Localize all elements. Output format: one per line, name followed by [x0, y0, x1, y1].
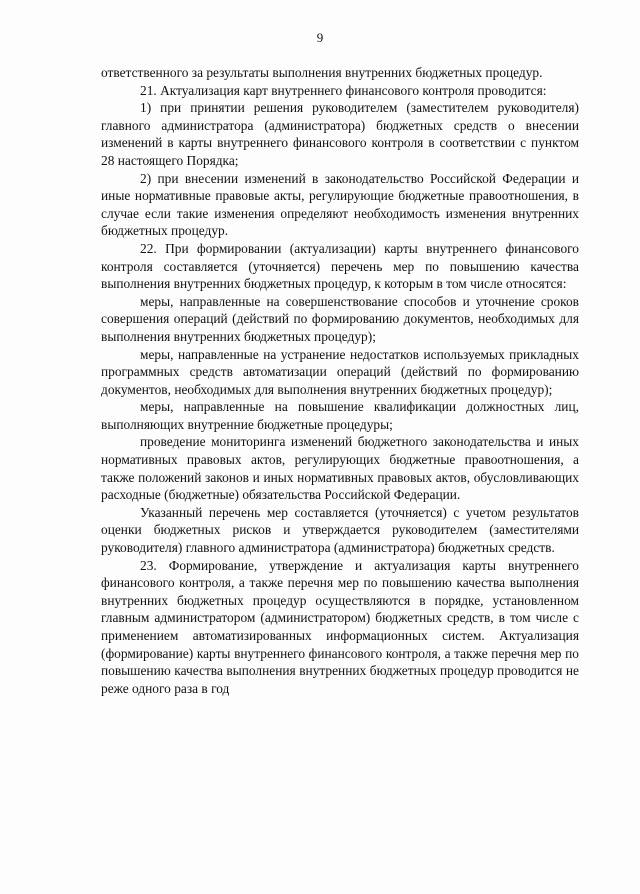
paragraph-22-measure-1: меры, направленные на совершенствование способов и уточнение сроков совершения операций (действий по формированию документов, необходимых для выполнения внутренних бюджетных процедур); — [101, 293, 579, 344]
document-body — [101, 64, 579, 697]
paragraph-23: 23. Формирование, утверждение и актуализация карты внутреннего финансового контроля, а также перечня мер по повышению качества выполнения внутренних бюджетных процедур осуществляются в порядке, установленном главным администратором (администратором) бюджетных средств, в том числе с применением автоматизированных информационных систем. Актуализация (формирование) карты внутреннего финансового контроля, а также перечня мер по повышению качества выполнения внутренних бюджетных процедур проводится не реже одного раза в год — [101, 557, 579, 696]
page-number: 9 — [316, 30, 324, 45]
paragraph-22-measure-4: проведение мониторинга изменений бюджетного законодательства и иных нормативных правовых актов, регулирующих бюджетные правоотношения, а также положений законов и иных нормативных правовых актов, обусловливающих расходные (бюджетные) обязательства Российской Федерации. — [101, 434, 579, 503]
paragraph-22-measure-3: меры, направленные на повышение квалификации должностных лиц, выполняющих внутренние бюджетные процедуры; — [101, 399, 579, 432]
paragraph-21: 21. Актуализация карт внутреннего финансового контроля проводится: — [140, 82, 547, 98]
paragraph-22-note: Указанный перечень мер составляется (уточняется) с учетом результатов оценки бюджетных рисков и утверждается руководителем (заместителями руководителя) главного администратора (администратора) бюджетных средств. — [101, 504, 579, 556]
paragraph-22-measure-2: меры, направленные на устранение недостатков используемых прикладных программных средств автоматизации операций (действий по формированию документов, необходимых для выполнения внутренних бюджетных процедур); — [101, 346, 579, 397]
paragraph-21-item-1: 1) при принятии решения руководителем (заместителем руководителя) главного администратора (администратора) бюджетных средств о внесении изменений в карты внутреннего финансового контроля в соответствии с пунктом 28 настоящего Порядка; — [101, 100, 579, 168]
paragraph-22: 22. При формировании (актуализации) карты внутреннего финансового контроля составляется (уточняется) перечень мер по повышению качества выполнения внутренних бюджетных процедур, к которым в том числе относятся: — [101, 240, 579, 292]
paragraph-continuation: ответственного за результаты выполнения внутренних бюджетных процедур. — [101, 65, 543, 80]
paragraph-21-item-2: 2) при внесении изменений в законодательство Российской Федерации и иные нормативные правовые акты, регулирующие бюджетные правоотношения, в случае если такие изменения определяют необходимость изменения внутренних бюджетных процедур. — [101, 170, 579, 239]
